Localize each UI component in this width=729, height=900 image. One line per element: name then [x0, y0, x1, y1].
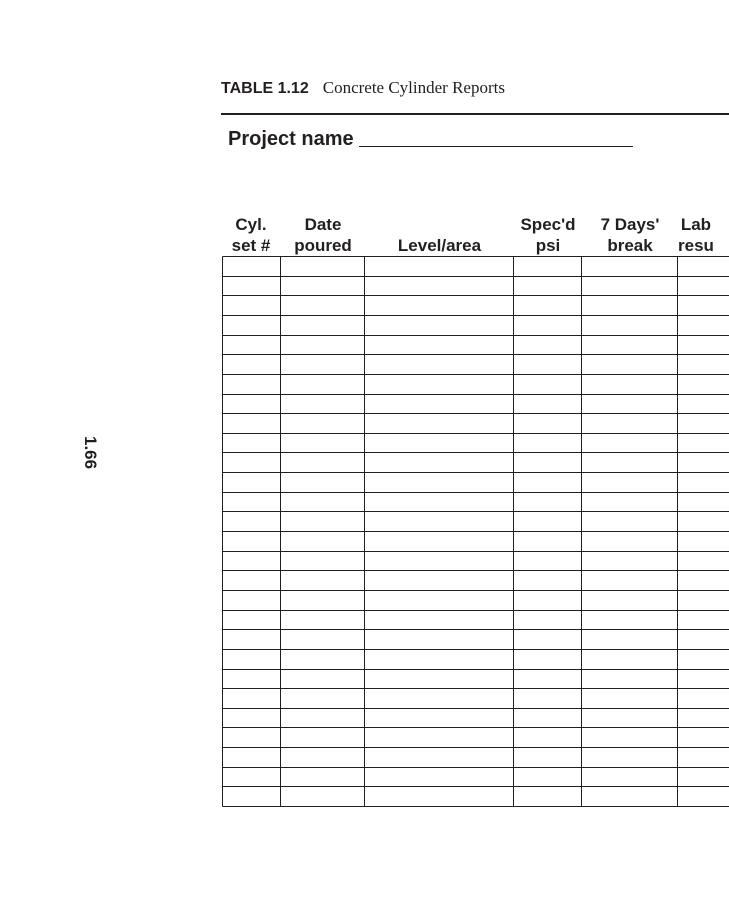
page-number: 1.66	[81, 436, 100, 470]
column-header-cyl-set: Cyl. set #	[231, 215, 271, 255]
table-caption: Concrete Cylinder Reports	[322, 78, 505, 97]
column-header-level-area: Level/area	[397, 236, 482, 255]
project-name-label: Project name	[228, 128, 354, 150]
table-number: TABLE 1.12	[221, 80, 309, 97]
column-header-7-days-break: 7 Days' break	[600, 215, 660, 255]
column-header-specd-psi: Spec'd psi	[520, 215, 576, 255]
column-header-date-poured: Date poured	[294, 215, 352, 255]
column-header-lab-results: Lab resu	[678, 215, 714, 255]
